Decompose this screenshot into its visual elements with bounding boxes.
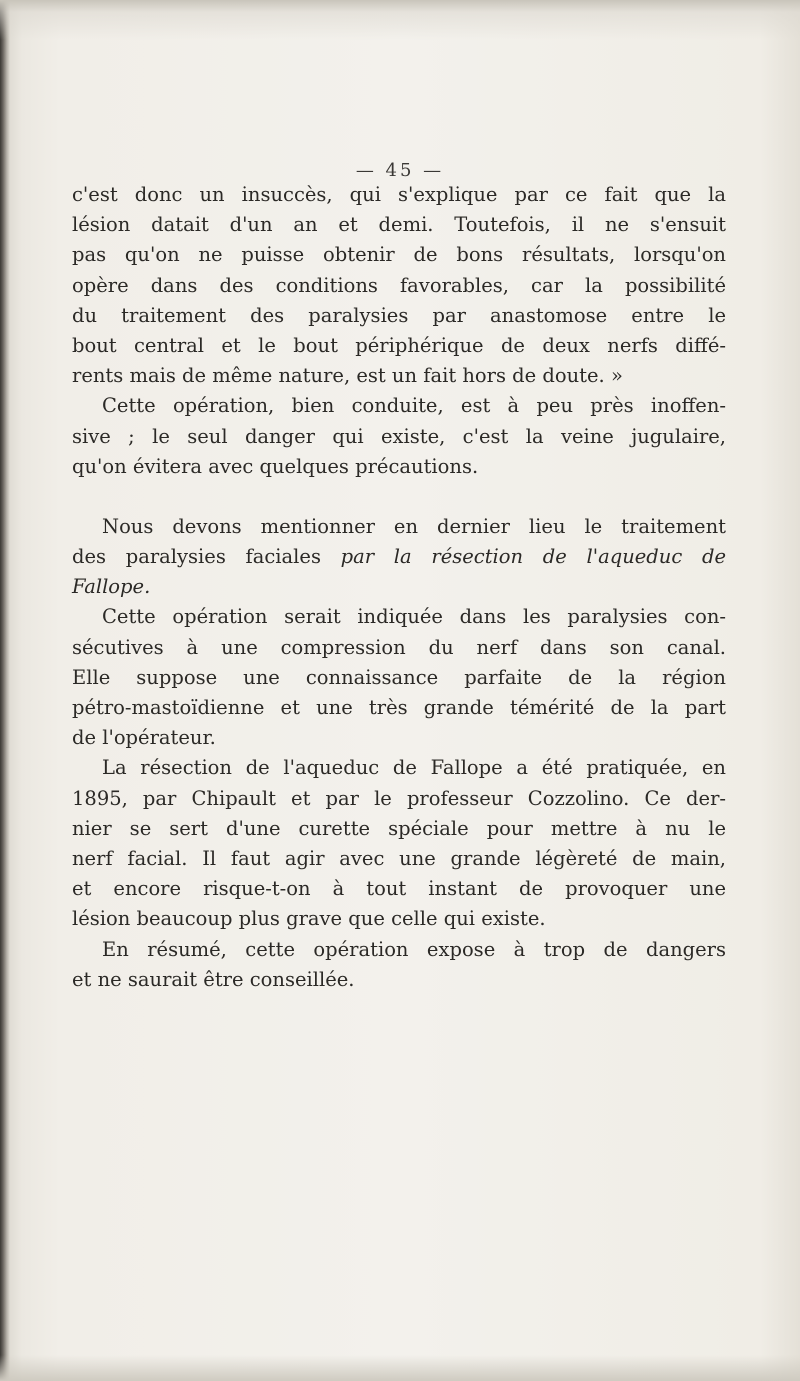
text-span: des paralysies faciales (72, 545, 321, 569)
italic-span: Fallope. (72, 575, 151, 599)
text-line: rents mais de même nature, est un fait hors de doute. » (72, 364, 623, 388)
text-line: et encore risque-t-on à tout instant de provoquer une (72, 877, 726, 901)
text-line-mixed (72, 542, 726, 572)
text-line: nier se sert d'une curette spéciale pour mettre à nu le (72, 816, 726, 840)
text-line: Cette opération, bien conduite, est à peu près inoffen- (102, 394, 726, 418)
text-line: nerf facial. Il faut agir avec une grande légèreté de main, (72, 846, 726, 870)
text-line: c'est donc un insuccès, qui s'explique par ce fait que la (72, 183, 726, 206)
text-line: de l'opérateur. (72, 726, 216, 750)
binding-edge (0, 0, 10, 1381)
body-text (72, 180, 726, 995)
text-line: sécutives à une compression du nerf dans son canal. (72, 635, 726, 659)
text-line: En résumé, cette opération expose à trop de dangers (102, 937, 726, 961)
text-line: Nous devons mentionner en dernier lieu le traitement (102, 514, 726, 538)
text-line: La résection de l'aqueduc de Fallope a été pratiquée, en (102, 756, 726, 780)
text-line: bout central et le bout périphérique de deux nerfs diffé- (72, 333, 726, 357)
text-line: pas qu'on ne puisse obtenir de bons résultats, lorsqu'on (72, 243, 726, 267)
text-line: sive ; le seul danger qui existe, c'est la veine jugulaire, (72, 424, 726, 448)
text-line: pétro-mastoïdienne et une très grande témérité de la part (72, 696, 726, 719)
text-line: Cette opération serait indiquée dans les paralysies con- (102, 605, 726, 629)
text-line: lésion beaucoup plus grave que celle qui existe. (72, 907, 546, 931)
page-number: — 45 — (355, 160, 445, 181)
bottom-shadow (0, 1355, 800, 1381)
text-line: Elle suppose une connaissance parfaite de la région (72, 665, 726, 689)
text-line: 1895, par Chipault et par le professeur Cozzolino. Ce der- (72, 786, 726, 810)
italic-span: par la résection de l'aqueduc de (340, 545, 726, 569)
top-shadow (0, 0, 800, 40)
paragraph-gap (72, 482, 726, 512)
text-line: lésion datait d'un an et demi. Toutefois, il ne s'ensuit (72, 213, 726, 237)
text-line: qu'on évitera avec quelques précautions. (72, 454, 479, 478)
text-line: et ne saurait être conseillée. (72, 967, 355, 991)
text-line: opère dans des conditions favorables, car la possibilité (72, 273, 726, 297)
text-line: du traitement des paralysies par anastomose entre le (72, 303, 726, 327)
text-line (72, 572, 726, 602)
